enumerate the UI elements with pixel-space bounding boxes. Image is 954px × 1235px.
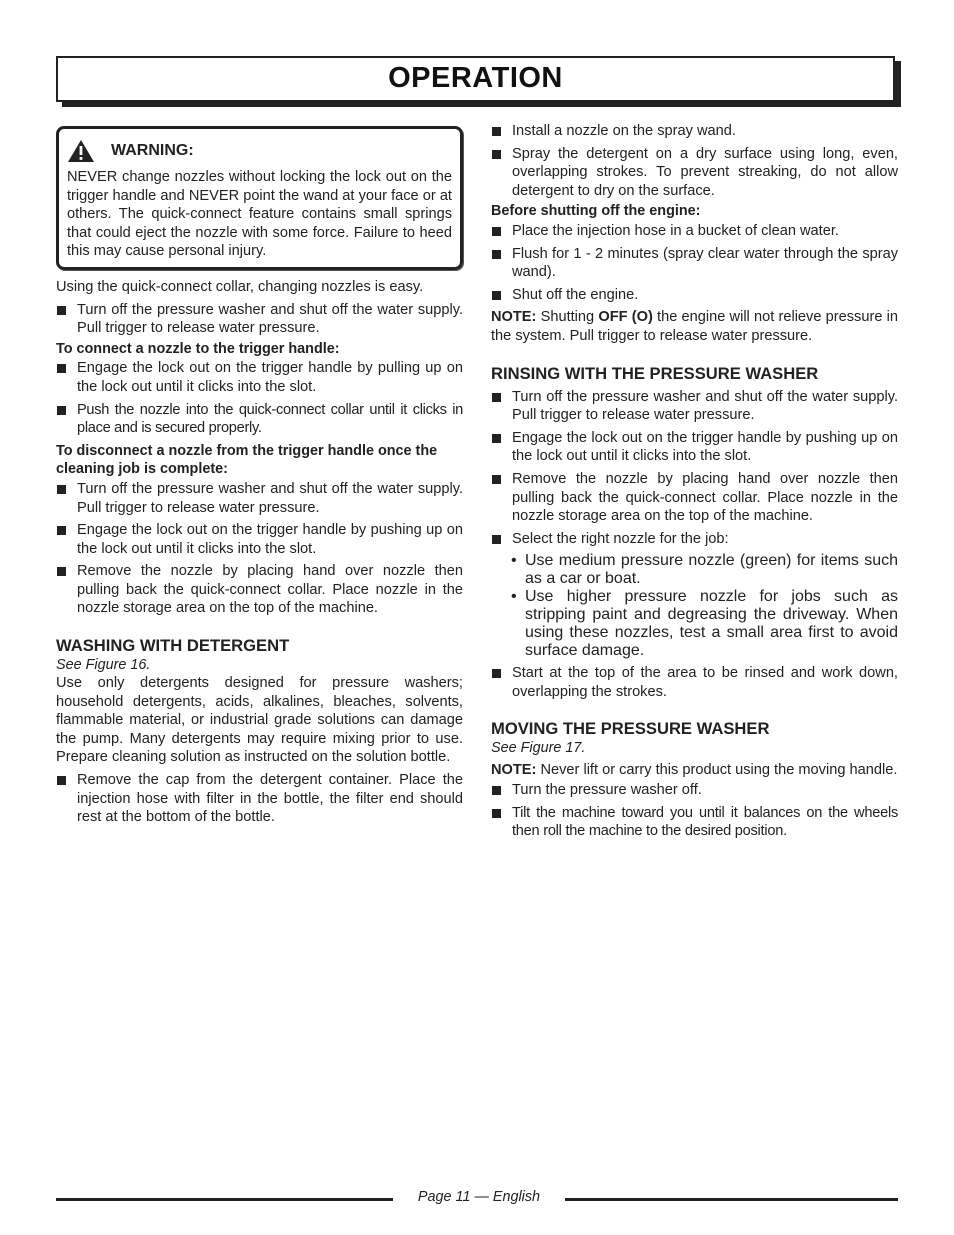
connect-heading: To connect a nozzle to the trigger handle: bbox=[56, 340, 340, 357]
list-item: Engage the lock out on the trigger handle by pulling up on the lock out until it clicks into the slot. bbox=[56, 359, 463, 396]
square-bullet-icon bbox=[492, 393, 501, 402]
note-paragraph: NOTE: Never lift or carry this product using the moving handle. bbox=[491, 762, 898, 779]
list-item: Turn off the pressure washer and shut off the water supply. Pull trigger to release water pressure. bbox=[56, 480, 463, 517]
detergent-paragraph: Use only detergents designed for pressure washers; household detergents, acids, alkalines, bleaches, solvents, flammable material, or industrial grade solutions can damage the pump. Many detergents may require mixing prior to use. Prepare cleaning solution as instructed on the solution bottle. bbox=[56, 675, 463, 766]
warning-title: WARNING: bbox=[111, 142, 194, 159]
list-item: Spray the detergent on a dry surface using long, even, overlapping strokes. To prevent streaking, do not allow detergent to dry on the surface. bbox=[491, 145, 898, 201]
square-bullet-icon bbox=[492, 150, 501, 159]
page-footer: Page 11 — English bbox=[417, 1189, 541, 1205]
list-item: Flush for 1 - 2 minutes (spray clear water through the spray wand). bbox=[491, 245, 898, 282]
square-bullet-icon bbox=[492, 809, 501, 818]
square-bullet-icon bbox=[492, 475, 501, 484]
footer-rule-left bbox=[56, 1198, 393, 1201]
square-bullet-icon bbox=[57, 776, 66, 785]
note-label: NOTE: bbox=[491, 309, 537, 326]
list-item: Engage the lock out on the trigger handle by pushing up on the lock out until it clicks into the slot. bbox=[491, 429, 898, 466]
square-bullet-icon bbox=[492, 786, 501, 795]
warning-triangle-icon bbox=[67, 139, 95, 163]
square-bullet-icon bbox=[57, 306, 66, 315]
warning-header bbox=[67, 139, 452, 163]
disconnect-heading: To disconnect a nozzle from the trigger handle once the cleaning job is complete: bbox=[56, 442, 438, 478]
square-bullet-icon bbox=[57, 567, 66, 576]
list-item: Turn off the pressure washer and shut off the water supply. Pull trigger to release water pressure. bbox=[56, 301, 463, 338]
warning-box bbox=[56, 126, 463, 270]
sub-list-item: • Use medium pressure nozzle (green) for items such as a car or boat. bbox=[511, 552, 898, 588]
square-bullet-icon bbox=[492, 434, 501, 443]
right-column bbox=[491, 123, 898, 841]
square-bullet-icon bbox=[492, 227, 501, 236]
list-item: Turn the pressure washer off. bbox=[491, 781, 898, 800]
off-label: OFF (O) bbox=[598, 309, 653, 326]
intro-text: Using the quick-connect collar, changing nozzles is easy. bbox=[56, 278, 424, 295]
shutoff-heading: Before shutting off the engine: bbox=[491, 203, 701, 220]
rinsing-section-title: RINSING WITH THE PRESSURE WASHER bbox=[491, 363, 819, 383]
figure-reference: See Figure 17. bbox=[491, 740, 586, 757]
list-item: Shut off the engine. bbox=[491, 286, 898, 305]
warning-text: NEVER change nozzles without locking the lock out on the trigger handle and NEVER point the wand at your face or at others. The quick-connect feature contains small springs that could eject the nozzle with some force. Failure to heed this may cause personal injury. bbox=[67, 169, 452, 260]
square-bullet-icon bbox=[57, 406, 66, 415]
square-bullet-icon bbox=[492, 250, 501, 259]
list-item: Remove the cap from the detergent container. Place the injection hose with filter in the bottle, the filter end should rest at the bottom of the bottle. bbox=[56, 771, 463, 827]
list-item: Start at the top of the area to be rinsed and work down, overlapping the strokes. bbox=[491, 664, 898, 701]
note-label: NOTE: bbox=[491, 762, 537, 779]
square-bullet-icon bbox=[57, 526, 66, 535]
list-item: Push the nozzle into the quick-connect collar until it clicks in place and is secured properly. bbox=[56, 401, 463, 438]
square-bullet-icon bbox=[57, 485, 66, 494]
sub-list-item: • Use higher pressure nozzle for jobs such as stripping paint and degreasing the driveway. When using these nozzles, test a small area first to avoid surface damage. bbox=[511, 588, 898, 660]
moving-section-title: MOVING THE PRESSURE WASHER bbox=[491, 719, 770, 739]
list-item: Tilt the machine toward you until it balances on the wheels then roll the machine to the desired position. bbox=[491, 804, 898, 841]
list-item: Install a nozzle on the spray wand. bbox=[491, 122, 898, 141]
page-title: OPERATION bbox=[388, 62, 563, 94]
left-column bbox=[56, 126, 463, 827]
detergent-section-title: WASHING WITH DETERGENT bbox=[56, 636, 290, 656]
square-bullet-icon bbox=[492, 535, 501, 544]
figure-reference: See Figure 16. bbox=[56, 657, 151, 674]
page-header bbox=[56, 56, 895, 102]
list-item: Turn off the pressure washer and shut off the water supply. Pull trigger to release water pressure. bbox=[491, 388, 898, 425]
dot-bullet-icon: • bbox=[511, 552, 517, 570]
list-item: Remove the nozzle by placing hand over nozzle then pulling back the quick-connect collar. Place nozzle in the nozzle storage area on the top of the machine. bbox=[491, 470, 898, 526]
square-bullet-icon bbox=[57, 364, 66, 373]
square-bullet-icon bbox=[492, 291, 501, 300]
footer-rule-right bbox=[565, 1198, 898, 1201]
square-bullet-icon bbox=[492, 127, 501, 136]
list-item: Remove the nozzle by placing hand over nozzle then pulling back the quick-connect collar. Place nozzle in the nozzle storage area on the top of the machine. bbox=[56, 562, 463, 618]
dot-bullet-icon: • bbox=[511, 588, 517, 606]
note-paragraph: NOTE: Shutting OFF (O) the engine will not relieve pressure in the system. Pull trigger to release water pressure. bbox=[491, 309, 898, 344]
list-item: Place the injection hose in a bucket of clean water. bbox=[491, 222, 898, 241]
square-bullet-icon bbox=[492, 669, 501, 678]
list-item: Engage the lock out on the trigger handle by pushing up on the lock out until it clicks into the slot. bbox=[56, 521, 463, 558]
list-item: Select the right nozzle for the job: bbox=[491, 530, 898, 549]
